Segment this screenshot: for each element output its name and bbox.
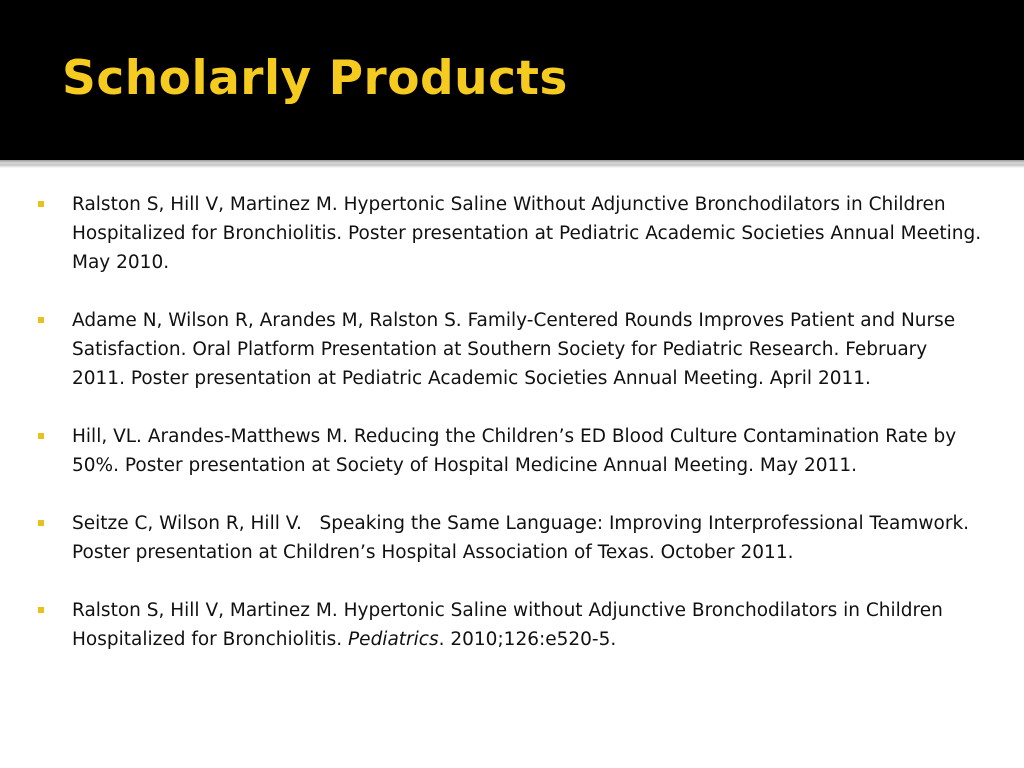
list-item [36, 509, 986, 567]
bullet-icon [38, 520, 44, 526]
bullet-icon [38, 433, 44, 439]
reference-text: Adame N, Wilson R, Arandes M, Ralston S. Family-Centered Rounds Improves Patient and Nurse Satisfaction. Oral Platform Presentation at Southern Society for Pediatric Research. February 2011. Poster presentation at Pediatric Academic Societies Annual Meeting. April 2011. [72, 310, 956, 389]
list-item [36, 190, 986, 277]
list-item [36, 422, 986, 480]
reference-text [72, 600, 943, 650]
bullet-icon [38, 201, 44, 207]
list-item [36, 306, 986, 393]
slide-content [0, 168, 1024, 768]
reference-text: Ralston S, Hill V, Martinez M. Hypertonic Saline Without Adjunctive Bronchodilators in Children Hospitalized for Bronchiolitis. Poster presentation at Pediatric Academic Societies Annual Meeting. May 2010. [72, 194, 982, 273]
title-bar [0, 0, 1024, 160]
slide-title: Scholarly Products [62, 51, 568, 106]
reference-text-after: . 2010;126:e520-5. [438, 629, 617, 650]
reference-list [36, 190, 986, 683]
reference-text: Hill, VL. Arandes-Matthews M. Reducing the Children’s ED Blood Culture Contamination Rate by 50%. Poster presentation at Society of Hospital Medicine Annual Meeting. May 2011. [72, 426, 957, 476]
reference-text: Seitze C, Wilson R, Hill V. Speaking the Same Language: Improving Interprofessional Teamwork. Poster presentation at Children’s Hospital Association of Texas. October 2011. [72, 513, 975, 563]
title-divider [0, 160, 1024, 168]
bullet-icon [38, 607, 44, 613]
reference-text-before: Ralston S, Hill V, Martinez M. Hypertonic Saline without Adjunctive Bronchodilators in Children Hospitalized for Bronchiolitis. [72, 600, 943, 650]
bullet-icon [38, 317, 44, 323]
journal-name: Pediatrics [348, 629, 439, 650]
list-item [36, 596, 986, 654]
